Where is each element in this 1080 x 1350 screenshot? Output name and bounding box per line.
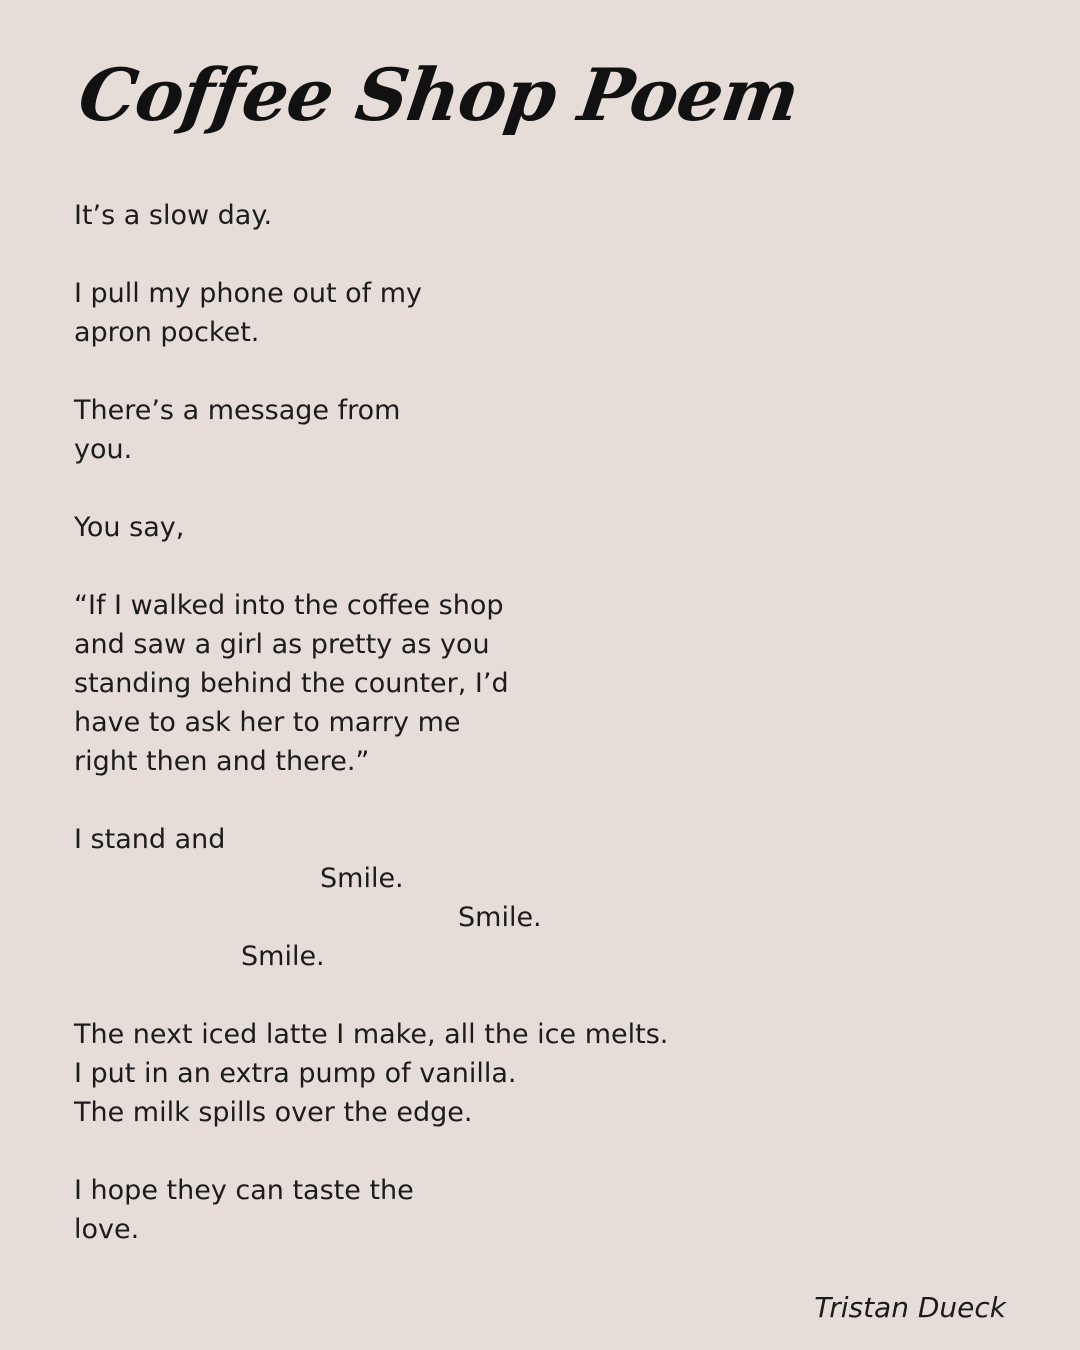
poem-line: you. <box>74 434 133 465</box>
poem-title: Coffee Shop Poem <box>73 52 804 137</box>
stanza-3 <box>74 391 874 469</box>
poem-line: I hope they can taste the <box>74 1175 414 1206</box>
stanza-break <box>74 781 874 820</box>
poem-line: love. <box>74 1214 140 1245</box>
poem-line-smile: Smile. <box>320 863 404 894</box>
poem-line: It’s a slow day. <box>74 200 273 231</box>
stanza-6 <box>74 820 874 976</box>
stanza-8 <box>74 1171 874 1249</box>
poem-line: and saw a girl as pretty as you <box>74 629 490 660</box>
poem-line-smile: Smile. <box>458 902 542 933</box>
poem-line: The milk spills over the edge. <box>74 1097 473 1128</box>
stanza-break <box>74 352 874 391</box>
poem-line-smile: Smile. <box>241 941 325 972</box>
poem-line: “If I walked into the coffee shop <box>74 590 504 621</box>
poem-line: standing behind the counter, I’d <box>74 668 509 699</box>
stanza-1 <box>74 196 874 235</box>
poem-line: have to ask her to marry me <box>74 707 461 738</box>
stanza-2 <box>74 274 874 352</box>
poem-line: apron pocket. <box>74 317 260 348</box>
poem-line: There’s a message from <box>74 395 401 426</box>
poem-line: You say, <box>74 512 185 543</box>
stanza-break <box>74 469 874 508</box>
author-name: Tristan Dueck <box>814 1291 1006 1324</box>
stanza-4 <box>74 508 874 547</box>
stanza-break <box>74 1132 874 1171</box>
stanza-break <box>74 976 874 1015</box>
poem-line: I pull my phone out of my <box>74 278 423 309</box>
poem-line: I stand and <box>74 824 226 855</box>
poem-line: The next iced latte I make, all the ice melts. <box>74 1019 669 1050</box>
poem-line: right then and there.” <box>74 746 370 777</box>
stanza-7 <box>74 1015 874 1132</box>
stanza-break <box>74 235 874 274</box>
stanza-5 <box>74 586 874 781</box>
poem-body <box>74 196 874 1249</box>
poem-line: I put in an extra pump of vanilla. <box>74 1058 517 1089</box>
stanza-break <box>74 547 874 586</box>
